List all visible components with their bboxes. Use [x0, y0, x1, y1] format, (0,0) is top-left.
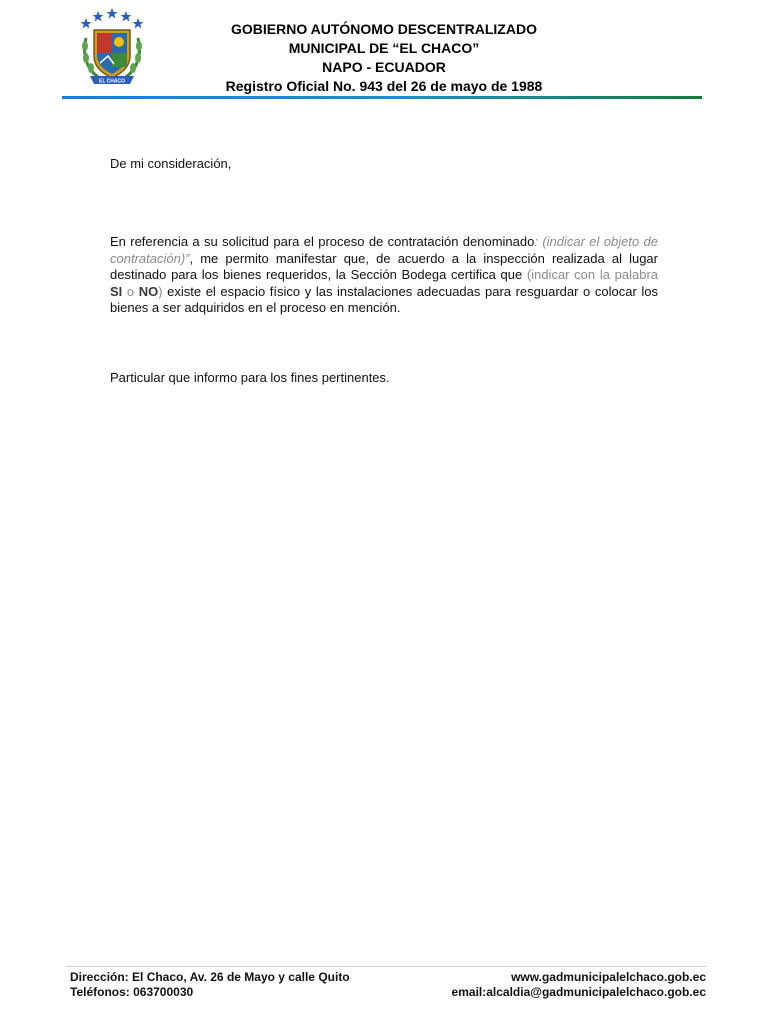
- para-text-2: , me permito manifestar que, de acuerdo a la inspección realizada al lugar destinado para los bienes requeridos, la Sección Bodega certifica que: [110, 250, 658, 282]
- footer-divider: [66, 966, 706, 967]
- page-footer: [0, 955, 768, 1024]
- closing-line: Particular que informo para los fines pertinentes.: [110, 370, 390, 385]
- header-divider: [62, 96, 702, 99]
- seal-ribbon-text: EL CHACO: [98, 78, 126, 85]
- footer-address: Dirección: El Chaco, Av. 26 de Mayo y calle Quito: [70, 970, 350, 984]
- letterhead: [0, 0, 768, 102]
- footer-email: email:alcaldia@gadmunicipalelchaco.gob.ec: [451, 985, 706, 999]
- footer-website: www.gadmunicipalelchaco.gob.ec: [511, 970, 706, 984]
- placeholder-yes-no-close: ): [158, 283, 163, 299]
- title-line-3: NAPO - ECUADOR: [322, 59, 446, 75]
- para-text-1: En referencia a su solicitud para el proceso de contratación denominado: [110, 234, 535, 249]
- placeholder-no: NO: [138, 283, 159, 299]
- footer-contact-left: [70, 970, 350, 1000]
- para-text-3: existe el espacio físico y las instalaciones adecuadas para resguardar o colocar los bienes a ser adquiridos en el proceso en mención.: [110, 283, 658, 315]
- municipal-seal-icon: [78, 8, 146, 86]
- title-line-2: MUNICIPAL DE “EL CHACO”: [288, 40, 480, 56]
- placeholder-contract-object: : (indicar el objeto de contratación)”: [110, 234, 658, 266]
- placeholder-si: SI: [110, 283, 123, 299]
- footer-phones: Teléfonos: 063700030: [70, 985, 194, 999]
- title-line-1: GOBIERNO AUTÓNOMO DESCENTRALIZADO: [231, 21, 537, 37]
- title-line-4: Registro Oficial No. 943 del 26 de mayo de 1988: [225, 78, 543, 94]
- letterhead-title: [180, 20, 588, 96]
- footer-contact-right: [452, 970, 706, 1000]
- placeholder-o: o: [122, 283, 139, 299]
- body-paragraph: [110, 234, 658, 317]
- placeholder-yes-no-open: (indicar con la palabra: [526, 267, 658, 282]
- salutation: De mi consideración,: [110, 156, 232, 171]
